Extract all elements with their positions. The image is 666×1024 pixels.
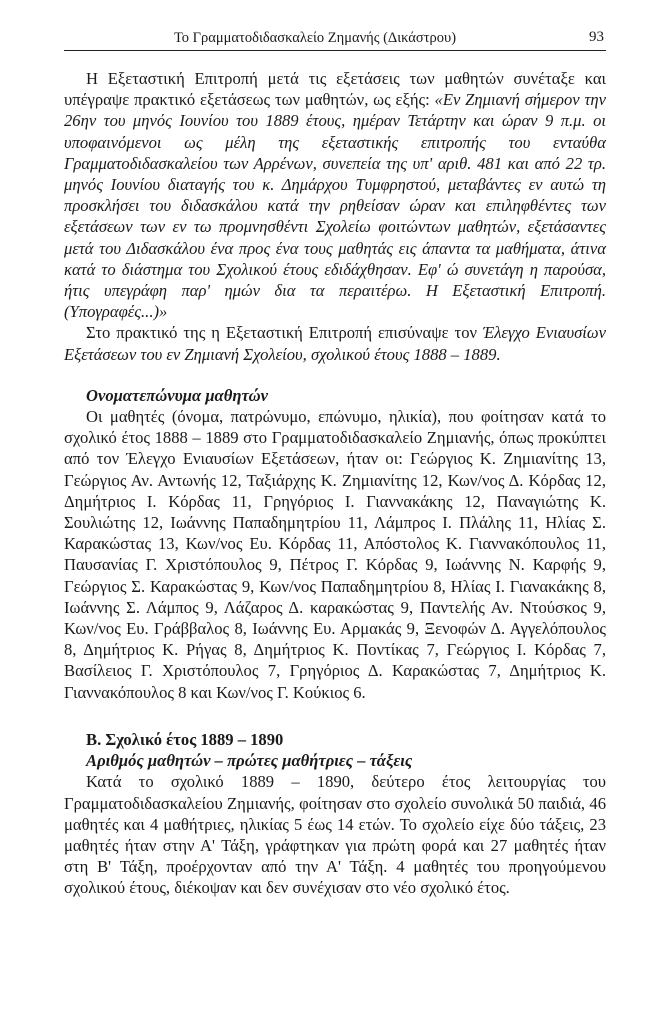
exam-record-quote: «Εν Ζημιανή σήμερον την 26ην του μηνός Ιουνίου του 1889 έτους, ημέραν Τετάρτην και ώραν 9 π.μ. οι υποφαινόμενοι ως μέλη της εξεταστικής επιτροπής του ενταύθα Γραμματοδιδασκαλείου των Αρρένων, συνεπεία της υπ' αριθ. 481 και από 22 τρ. μηνός Ιουνίου διαταγής του κ. Δημάρχου Τυμφρηστού, μεταβάντες εν αυτώ τη προσκλήσει του διδασκάλου κατά την ρηθείσαν ώραν και επιληφθέντες των εξετάσεων των εν τω προμνησθέντι Σχολείω φοιτώντων μαθητών, εξετάσαντες μετά του Διδασκάλου ένα προς ένα τους μαθητάς εις άπαντα τα μαθήματα, άτινα κατά το διάστημα του Σχολικού έτους εδιδάχθησαν. Εφ' ώ συνετάγη η παρούσα, ήτις υπεγράφη παρ' ημών δια τα περαιτέρω. Η Εξεταστική Επιτροπή. (Υπογραφές...)» bbox=[64, 90, 606, 322]
document-title: Έλεγχο Ενιαυσίων Εξετάσεων του εν Ζημιανή Σχολείου, σχολικού έτους 1888 – 1889. bbox=[64, 323, 607, 364]
running-header bbox=[64, 28, 606, 51]
attachment-paragraph bbox=[64, 322, 606, 364]
school-year-paragraph: Κατά το σχολικό 1889 – 1890, δεύτερο έτος λειτουργίας του Γραμματοδιδασκαλείου Ζημιανής, φοίτησαν στο σχολείο συνολικά 50 παιδιά, 46 μαθητές και 4 μαθήτριες, ηλικίας 5 έως 14 ετών. Το σχολείο είχε δύο τάξεις, 23 μαθητές ήταν στην Α' Τάξη, γράφτηκαν για πρώτη φορά και 27 μαθητές ήταν στη Β' Τάξη, προέρχονταν από την Α' Τάξη. 4 μαθητές του προηγούμενου σχολικού έτους, διέκοψαν και δεν συνέχισαν στο νέο σχολικό έτος. bbox=[64, 772, 606, 898]
paragraph-intro: Η Εξεταστική Επιτροπή μετά τις εξετάσεις των μαθητών συνέταξε και υπέγραψε πρακτικό εξετάσεως των μαθητών, ως εξής: bbox=[64, 69, 606, 110]
page-number: 93 bbox=[589, 29, 604, 45]
section-heading-school-year: Β. Σχολικό έτος 1889 – 1890 bbox=[86, 729, 284, 749]
exam-committee-paragraph bbox=[64, 68, 606, 322]
section-heading-students: Ονοματεπώνυμα μαθητών bbox=[86, 385, 268, 405]
body-text bbox=[64, 68, 606, 899]
running-title: Το Γραμματοδιδασκαλείο Ζημανής (Δικάστρου) bbox=[173, 30, 457, 46]
students-list-paragraph: Οι μαθητές (όνομα, πατρώνυμο, επώνυμο, ηλικία), που φοίτησαν κατά το σχολικό έτος 1888 – 1889 στο Γραμματοδιδασκαλείο Ζημιανής, όπως προκύπτει από τον Έλεγχο Ενιαυσίων Εξετάσεων, ήταν οι: Γεώργιος Κ. Ζημιανίτης 13, Γεώργιος Αν. Αντωνής 12, Ταξιάρχης Κ. Ζημιανίτης 12, Κων/νος Δ. Κόρδας 12, Δημήτριος Ι. Κόρδας 11, Γρηγόριος Ι. Γιαννακάκης 12, Παναγιώτης Κ. Σουλιώτης 12, Ιωάννης Παπαδημητρίου 11, Λάμπρος Ι. Πλάλης 11, Ηλίας Σ. Καρακώστας 13, Κων/νος Ευ. Κόρδας 11, Απόστολος Κ. Γιαννακόπουλος 11, Παυσανίας Γ. Χριστόπουλος 9, Πέτρος Γ. Κόρδας 9, Ιωάννης Ν. Καρφής 9, Γεώργιος Σ. Καρακώστας 9, Κων/νος Παπαδημητρίου 8, Ηλίας Ι. Γιανακάκης 8, Ιωάννης Σ. Λάμπος 9, Λάζαρος Δ. καρακώστας 9, Παντελής Αν. Ντούσκος 9, Κων/νος Ευ. Γράββαλος 8, Ιωάννης Ευ. Αρμακάς 9, Ξενοφών Δ. Αγγελόπουλος 8, Δημήτριος Κ. Ρήγας 8, Δημήτριος Κ. Ποντίκας 7, Γεώργιος Ι. Κόρδας 7, Βασίλειος Γ. Χριστόπουλος 7, Γρηγόριος Δ. Καρακώστας 7, Δημήτριος Κ. Γιαννακόπουλος 8 και Κων/νος Γ. Κούκιος 6. bbox=[64, 407, 606, 702]
paragraph-text: Στο πρακτικό της η Εξεταστική Επιτροπή επισύναψε τον bbox=[86, 323, 483, 343]
subheading-students-classes: Αριθμός μαθητών – πρώτες μαθήτριες – τάξεις bbox=[86, 751, 413, 771]
